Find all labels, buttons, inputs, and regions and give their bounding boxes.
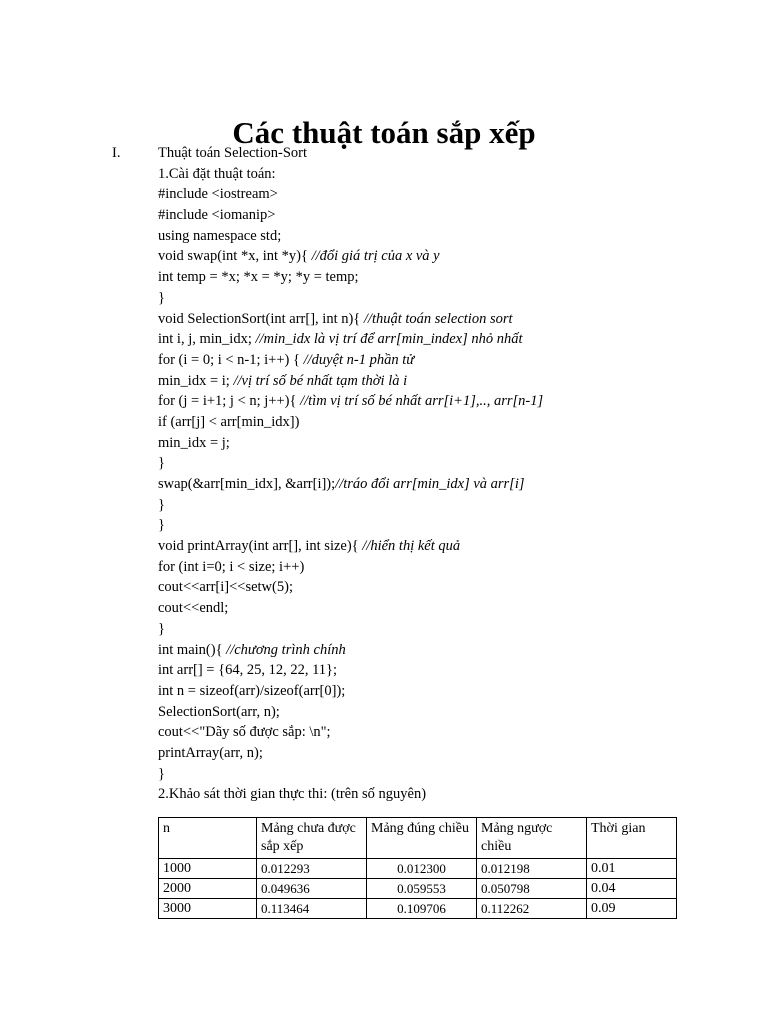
line-comment: //chương trình chính [226, 641, 346, 658]
text-line [158, 640, 543, 661]
text-line [158, 329, 543, 350]
section-number: I. [112, 145, 121, 161]
text-line [158, 226, 543, 247]
table-cell: 1000 [159, 859, 257, 879]
line-code: void swap(int *x, int *y){ [158, 248, 312, 265]
table-cell: 0.012300 [367, 859, 477, 879]
line-code: } [158, 517, 165, 534]
table-header-cell: Thời gian [587, 818, 677, 859]
line-code: } [158, 620, 165, 637]
document-title: Các thuật toán sắp xếp [232, 114, 536, 150]
text-line [158, 619, 543, 640]
table-header-row [159, 818, 677, 859]
table-cell: 0.059553 [367, 879, 477, 899]
line-code: using namespace std; [158, 227, 282, 244]
line-code: cout<<arr[i]<<setw(5); [158, 579, 293, 596]
line-code: int main(){ [158, 641, 227, 658]
table-cell: 0.012293 [257, 859, 367, 879]
line-code: 2.Khảo sát thời gian thực thi: (trên số nguyên) [158, 786, 427, 803]
line-code: int n = sizeof(arr)/sizeof(arr[0]); [158, 682, 346, 699]
text-line [158, 660, 543, 681]
line-code: min_idx = j; [158, 434, 230, 451]
line-code: cout<<"Dãy số được sắp: \n"; [158, 724, 331, 741]
table-row [159, 879, 677, 899]
text-line [158, 288, 543, 309]
line-code: int i, j, min_idx; [158, 331, 256, 348]
line-comment: //tìm vị trí số bé nhất arr[i+1],.., arr[n-1] [300, 393, 544, 410]
line-code: min_idx = i; [158, 372, 234, 389]
line-code: } [158, 496, 165, 513]
table-cell: 0.01 [587, 859, 677, 879]
line-comment: //min_idx là vị trí để arr[min_index] nhỏ nhất [255, 331, 523, 348]
table-row [159, 859, 677, 879]
text-line [158, 722, 543, 743]
text-line [158, 515, 543, 536]
text-line [158, 702, 543, 723]
text-line [158, 267, 543, 288]
line-code: printArray(arr, n); [158, 744, 263, 761]
line-code: } [158, 289, 165, 306]
line-comment: //duyệt n-1 phần tử [303, 351, 415, 368]
line-code: void SelectionSort(int arr[], int n){ [158, 310, 364, 327]
line-code: cout<<endl; [158, 600, 229, 617]
text-line [158, 495, 543, 516]
table-cell: 0.050798 [477, 879, 587, 899]
table-cell: 0.049636 [257, 879, 367, 899]
table-cell: 2000 [159, 879, 257, 899]
table-header-cell: n [159, 818, 257, 859]
text-line [158, 681, 543, 702]
line-code: for (int i=0; i < size; i++) [158, 558, 305, 575]
text-line [158, 536, 543, 557]
text-line [158, 391, 543, 412]
line-code: } [158, 455, 165, 472]
text-line [158, 577, 543, 598]
document-body [158, 143, 543, 805]
text-line [158, 743, 543, 764]
line-code: #include <iostream> [158, 186, 278, 203]
table-header-cell: Mảng đúng chiều [367, 818, 477, 859]
table-cell: 0.112262 [477, 899, 587, 919]
table-header-cell: Mảng chưa được sắp xếp [257, 818, 367, 859]
line-comment: //hiển thị kết quả [362, 538, 461, 555]
line-comment: //đổi giá trị của x và y [311, 248, 440, 265]
line-comment: //vị trí số bé nhất tạm thời là i [233, 372, 408, 389]
line-code: } [158, 765, 165, 782]
text-line [158, 184, 543, 205]
text-line [158, 205, 543, 226]
text-line [158, 557, 543, 578]
table-cell: 0.09 [587, 899, 677, 919]
text-line [158, 246, 543, 267]
line-comment: //thuật toán selection sort [363, 310, 513, 327]
text-line [158, 309, 543, 330]
table-cell: 3000 [159, 899, 257, 919]
line-code: 1.Cài đặt thuật toán: [158, 165, 276, 182]
text-line [158, 371, 543, 392]
table-cell: 0.04 [587, 879, 677, 899]
text-line [158, 164, 543, 185]
line-code: SelectionSort(arr, n); [158, 703, 280, 720]
table-cell: 0.109706 [367, 899, 477, 919]
text-line [158, 453, 543, 474]
line-comment: //tráo đổi arr[min_idx] và arr[i] [335, 476, 525, 492]
line-code: int arr[] = {64, 25, 12, 22, 11}; [158, 662, 338, 679]
text-line [158, 598, 543, 619]
line-code: Thuật toán Selection-Sort [158, 145, 307, 161]
timing-table [158, 817, 677, 919]
line-code: swap(&arr[min_idx], &arr[i]); [158, 476, 336, 492]
text-line [158, 412, 543, 433]
line-code: int temp = *x; *x = *y; *y = temp; [158, 269, 359, 286]
line-code: if (arr[j] < arr[min_idx]) [158, 413, 300, 430]
line-code: for (i = 0; i < n-1; i++) { [158, 351, 304, 368]
table-cell: 0.012198 [477, 859, 587, 879]
text-line [158, 433, 543, 454]
text-line [158, 474, 543, 495]
text-line [158, 143, 543, 164]
text-line [158, 350, 543, 371]
line-code: #include <iomanip> [158, 207, 276, 224]
line-code: void printArray(int arr[], int size){ [158, 538, 363, 555]
table-row [159, 899, 677, 919]
table-header-cell: Mảng ngược chiều [477, 818, 587, 859]
text-line [158, 764, 543, 785]
text-line [158, 784, 543, 805]
table-cell: 0.113464 [257, 899, 367, 919]
line-code: for (j = i+1; j < n; j++){ [158, 393, 301, 410]
